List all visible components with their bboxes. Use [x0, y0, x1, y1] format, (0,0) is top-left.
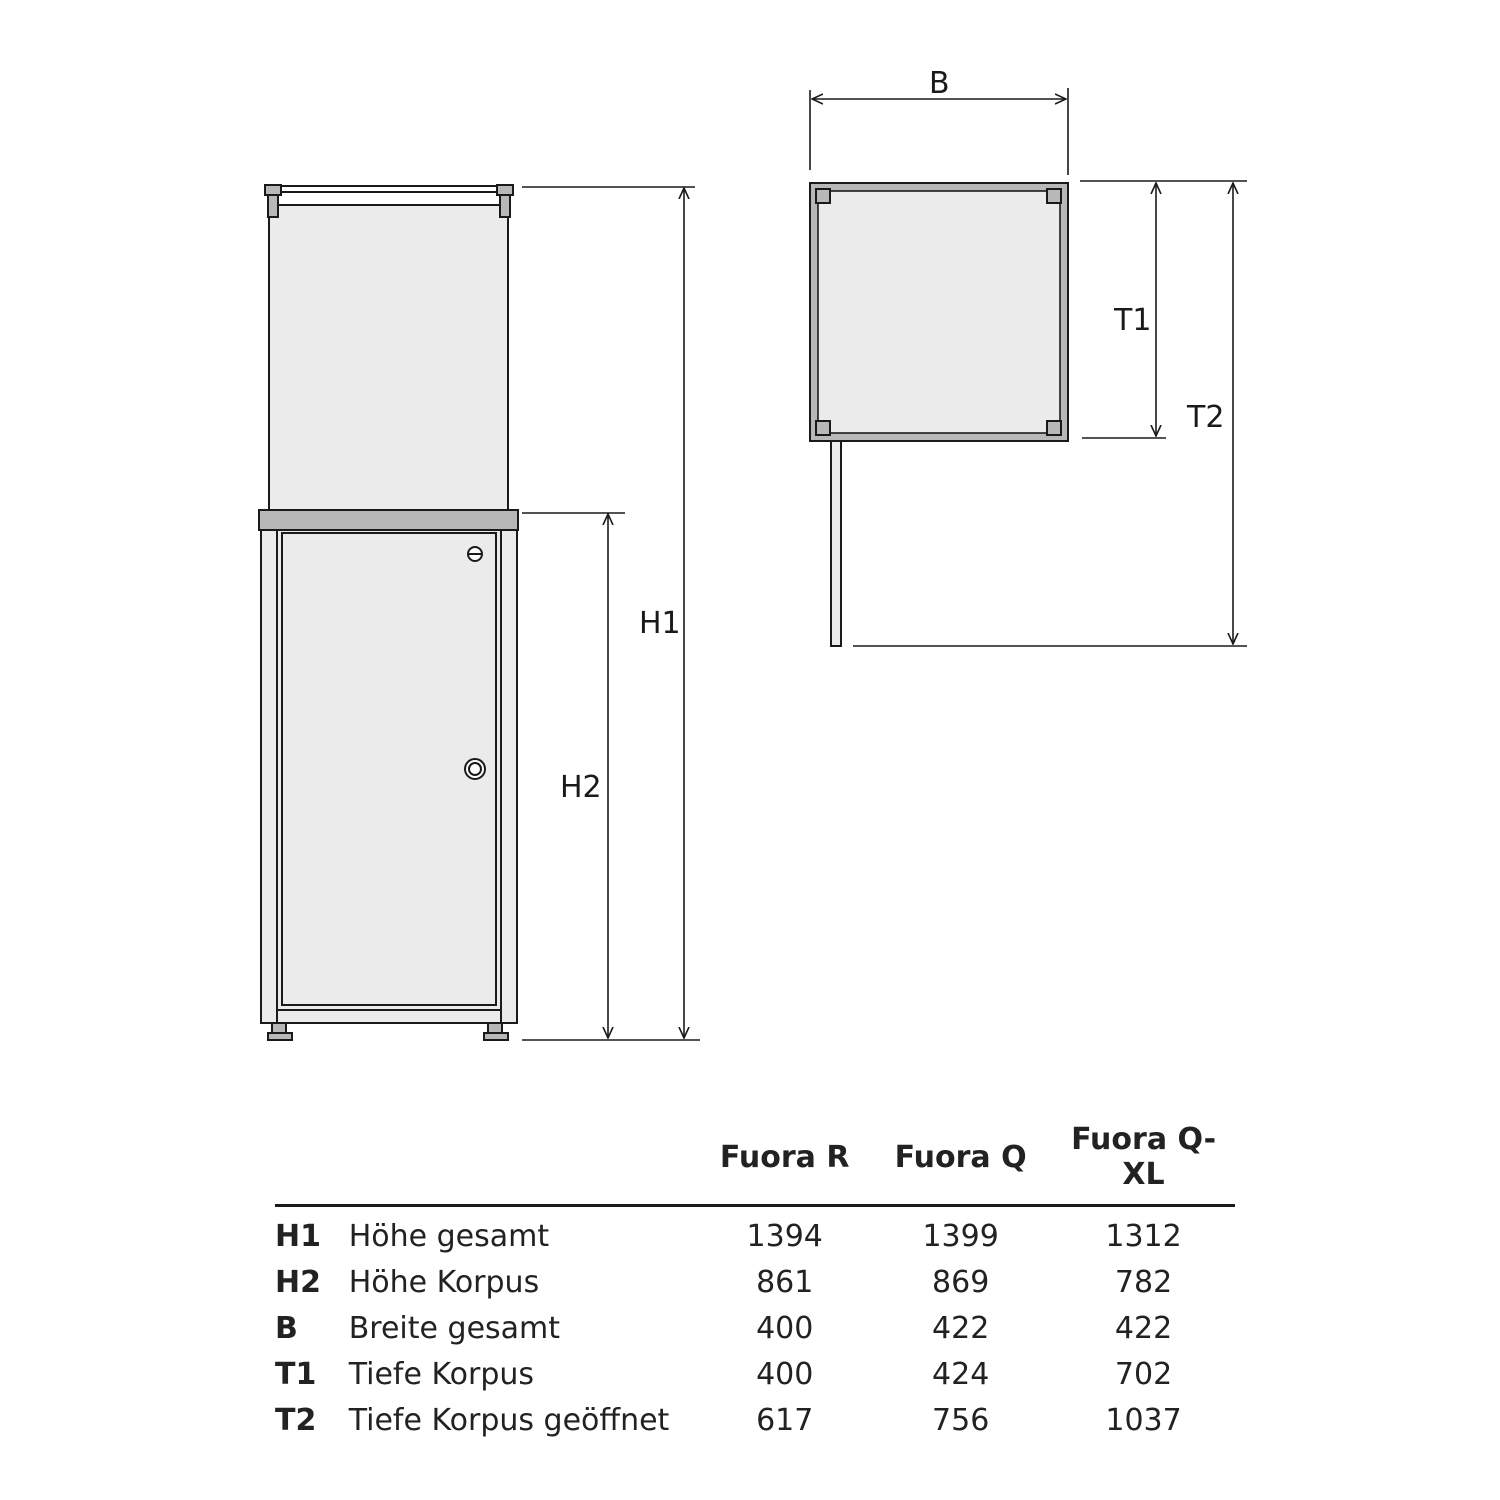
table-row: [275, 1397, 1235, 1443]
rail-post-right: [497, 185, 513, 195]
table-row: [275, 1206, 1235, 1260]
table-row: [275, 1305, 1235, 1351]
cell-value: 869: [932, 1264, 990, 1300]
cell-value: 1394: [746, 1218, 823, 1254]
cell-value: 422: [1114, 1310, 1173, 1346]
cell-value: 756: [932, 1402, 990, 1438]
row-code: T1: [275, 1356, 317, 1392]
front-view: [259, 185, 518, 1040]
row-code: H2: [275, 1264, 321, 1300]
foot-right: [488, 1023, 502, 1033]
table-header-row: [275, 1118, 1235, 1206]
row-label: Tiefe Korpus: [348, 1356, 535, 1392]
cell-value: 617: [756, 1402, 814, 1438]
cell-value: 702: [1114, 1356, 1173, 1392]
foot-left: [272, 1023, 286, 1033]
cell-value: 400: [756, 1310, 814, 1346]
row-code: H1: [275, 1218, 321, 1254]
column-header: Fuora Q-XL: [1052, 1118, 1235, 1206]
opened-door: [831, 441, 841, 646]
dimensions-table: [275, 1118, 1235, 1443]
cell-value: 422: [932, 1310, 990, 1346]
h1-label: H1: [639, 606, 681, 641]
row-label: Tiefe Korpus geöffnet: [348, 1402, 670, 1438]
cell-value: 782: [1114, 1264, 1173, 1300]
table-row: [275, 1351, 1235, 1397]
corner-post: [816, 189, 830, 203]
table-row: [275, 1259, 1235, 1305]
cell-value: 424: [932, 1356, 990, 1392]
row-label: Höhe gesamt: [348, 1218, 550, 1254]
cell-value: 861: [756, 1264, 814, 1300]
column-header: Fuora R: [700, 1118, 869, 1206]
row-code: B: [275, 1310, 298, 1346]
h2-label: H2: [560, 770, 602, 805]
cell-value: 1399: [922, 1218, 999, 1254]
rail-post-left: [265, 185, 281, 195]
row-label: Höhe Korpus: [348, 1264, 540, 1300]
cell-value: 1312: [1105, 1218, 1182, 1254]
worktop: [259, 510, 518, 530]
cell-value: 1037: [1105, 1402, 1182, 1438]
t1-label: T1: [1114, 303, 1152, 338]
row-code: T2: [275, 1402, 317, 1438]
cabinet-door: [282, 533, 496, 1005]
row-label: Breite gesamt: [348, 1310, 561, 1346]
b-label: B: [929, 66, 950, 101]
t2-label: T2: [1187, 400, 1225, 435]
glass-panel: [269, 205, 508, 510]
cell-value: 400: [756, 1356, 814, 1392]
top-view: [810, 183, 1068, 646]
column-header: Fuora Q: [869, 1118, 1052, 1206]
top-rail: [279, 186, 498, 192]
